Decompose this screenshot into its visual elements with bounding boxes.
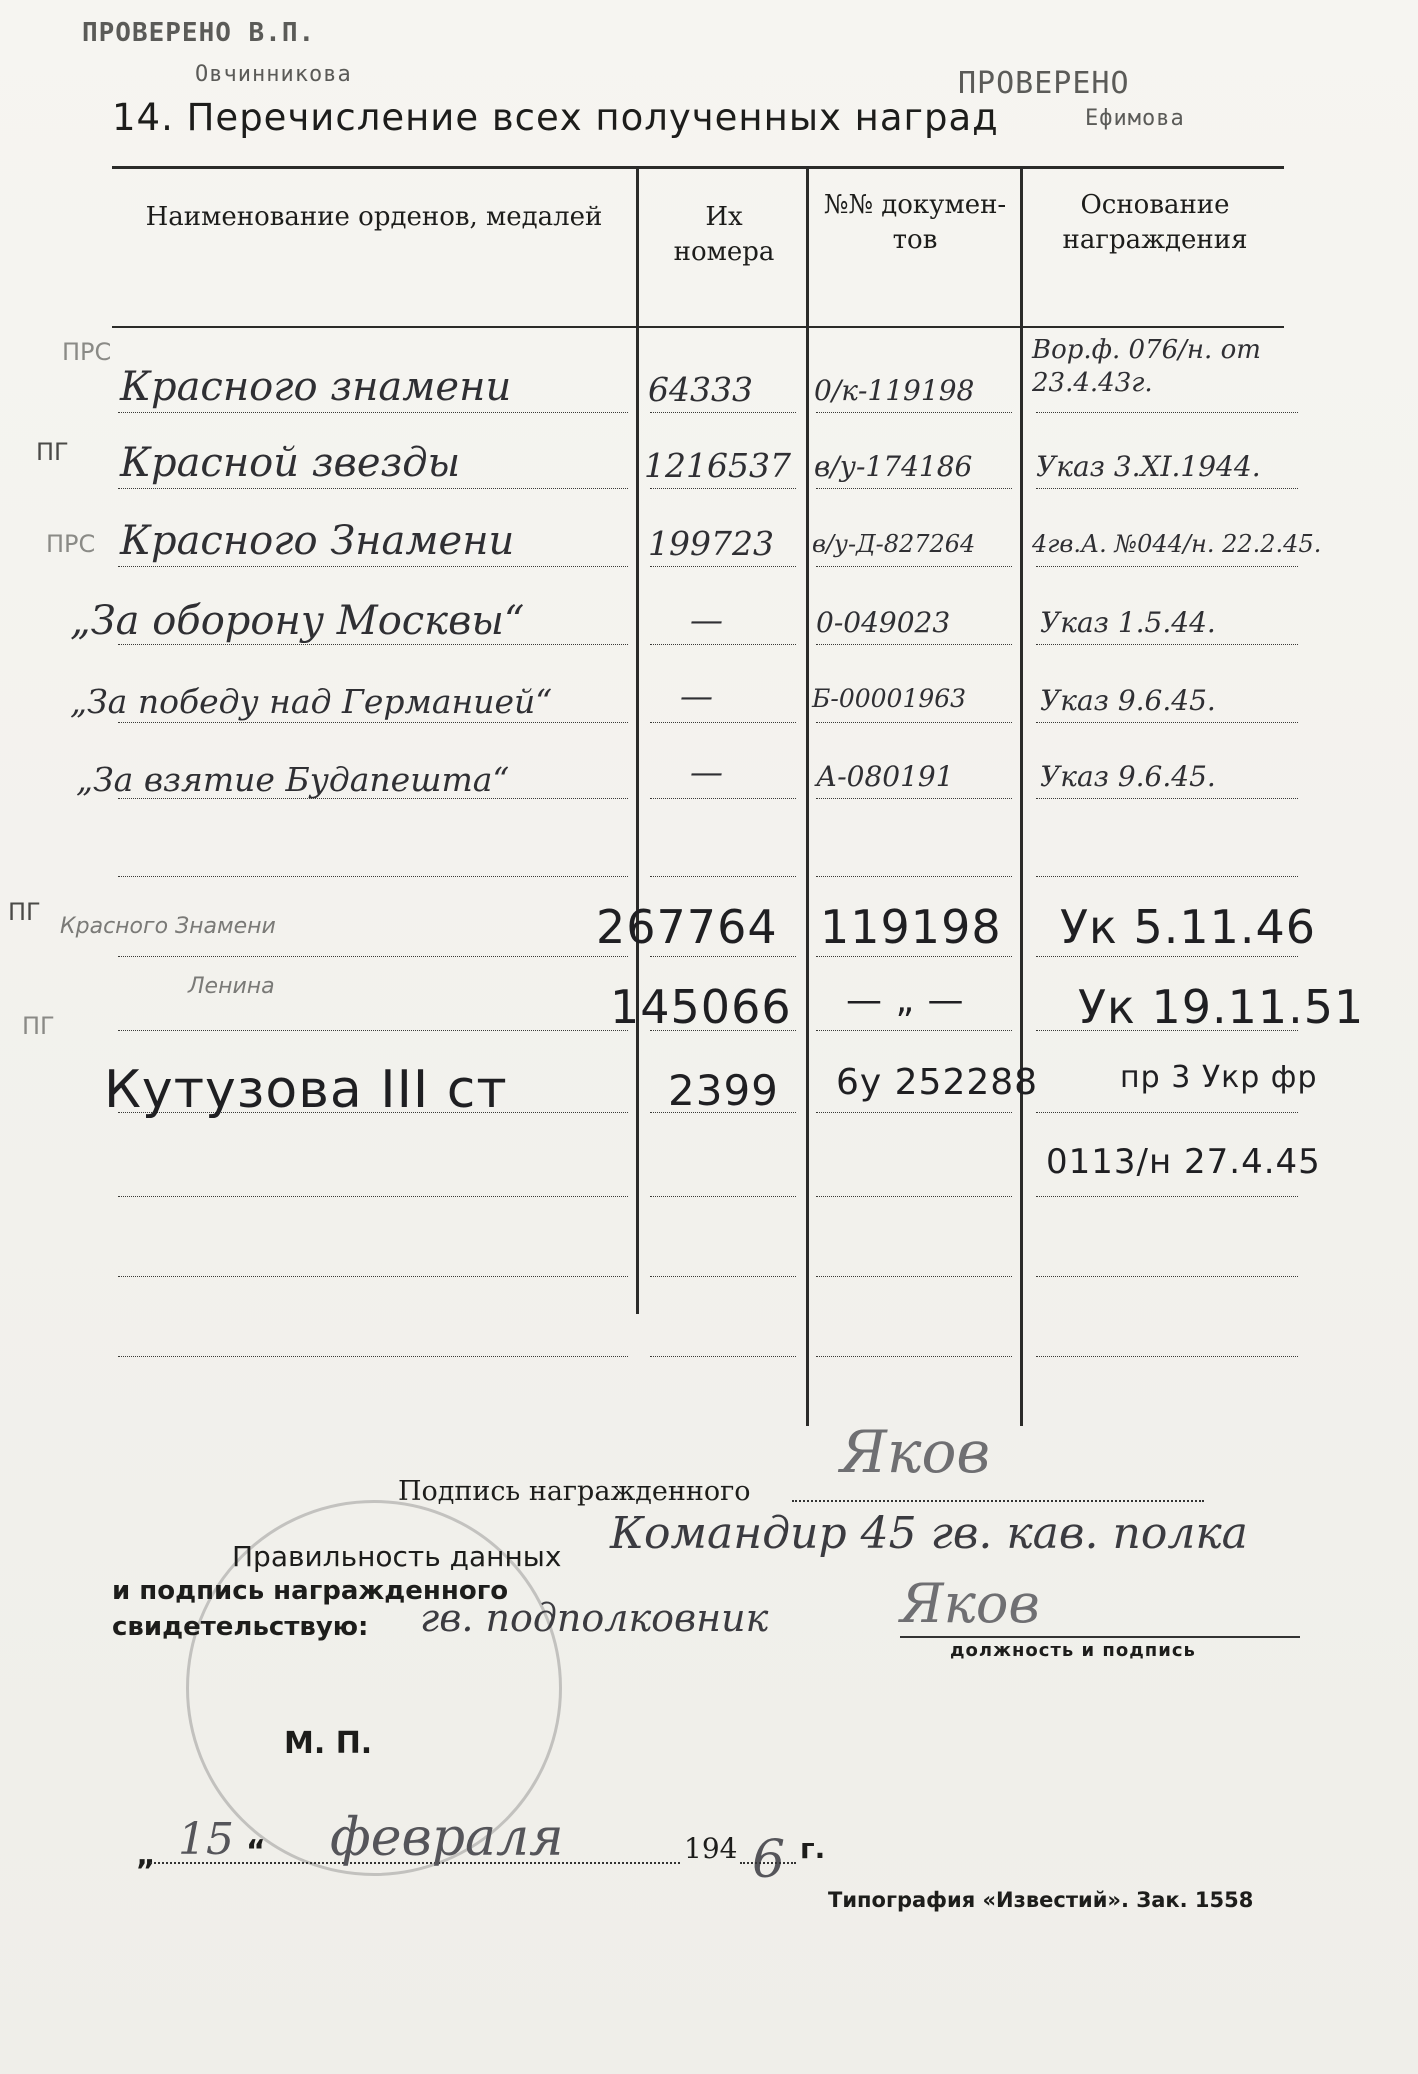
award-name-cell: Красного знамени	[120, 364, 512, 410]
row-rule	[118, 722, 628, 723]
row-rule	[816, 488, 1012, 489]
row-rule	[118, 1356, 628, 1357]
document-number-cell: 0-049023	[816, 606, 951, 639]
header-award-numbers: Их номера	[673, 202, 775, 268]
row-rule	[650, 956, 796, 957]
row-rule	[118, 566, 628, 567]
row-rule	[650, 1196, 796, 1197]
margin-stamp-mark: ПРС	[62, 338, 112, 366]
award-basis-cell: пр 3 Укр фр	[1120, 1060, 1318, 1095]
certifier-rank: гв. подполковник	[420, 1596, 769, 1640]
award-name-cell: Кутузова III ст	[104, 1060, 508, 1120]
row-rule	[816, 1276, 1012, 1277]
row-rule	[1036, 644, 1298, 645]
award-basis-cell: Указ 9.6.45.	[1040, 760, 1216, 793]
table-top-rule	[112, 166, 1284, 169]
certifier-signature-line	[900, 1636, 1300, 1638]
awardee-signature-line	[792, 1500, 1204, 1502]
award-name-cell: „За оборону Москвы“	[70, 598, 525, 644]
awardee-signature: Яков	[840, 1418, 991, 1486]
header-document-numbers: №№ докумен- тов	[823, 190, 1007, 256]
date-open-quote: „	[136, 1838, 156, 1873]
row-rule	[118, 412, 628, 413]
row-rule	[816, 956, 1012, 957]
seal-placement-label: М. П.	[284, 1726, 373, 1761]
checked-stamp-top-right: ПРОВЕРЕНО	[958, 66, 1130, 101]
column-divider	[806, 166, 809, 1426]
award-number-cell: —	[690, 600, 723, 639]
certifier-signature-caption: должность и подпись	[950, 1640, 1196, 1661]
certification-label: и подпись награжденного	[112, 1576, 509, 1606]
printer-imprint: Типография «Известий». Зак. 1558	[828, 1888, 1254, 1912]
row-rule	[816, 1030, 1012, 1031]
table-header-rule	[112, 326, 1284, 328]
row-rule	[650, 488, 796, 489]
document-number-cell: 6у 252288	[836, 1062, 1039, 1103]
award-basis-cell: Вор.ф. 076/н. от 23.4.43г.	[1032, 335, 1261, 398]
row-rule	[816, 722, 1012, 723]
row-rule	[650, 722, 796, 723]
margin-stamp-mark: ПГ	[22, 1012, 55, 1040]
row-rule	[1036, 798, 1298, 799]
row-rule	[650, 876, 796, 877]
row-rule	[118, 956, 628, 957]
checked-stamp-name-ovchinnikova: Овчинникова	[195, 62, 352, 87]
row-rule	[118, 876, 628, 877]
date-close-quote: “	[246, 1834, 266, 1869]
award-name-cell: Красного Знамени	[120, 518, 515, 564]
award-basis-cell: Указ 3.XI.1944.	[1036, 450, 1261, 483]
award-number-cell: 2399	[668, 1066, 779, 1115]
header-award-basis: Основание награждения	[1062, 190, 1248, 256]
row-rule	[650, 566, 796, 567]
row-rule	[1036, 1276, 1298, 1277]
document-number-cell: 119198	[820, 900, 1002, 954]
date-year-prefix: 194	[684, 1832, 738, 1865]
award-basis-cell: 4гв.А. №044/н. 22.2.45.	[1032, 530, 1322, 558]
award-basis-cell: 0113/н 27.4.45	[1046, 1142, 1321, 1182]
header-award-name: Наименование орденов, медалей	[145, 202, 603, 232]
award-number-cell: —	[690, 752, 723, 791]
row-rule	[1036, 1112, 1298, 1113]
date-year-line	[740, 1862, 796, 1864]
document-number-cell: в/у-Д-827264	[812, 530, 976, 558]
margin-stamp-mark: ПРС	[46, 530, 96, 558]
date-month: февраля	[330, 1808, 564, 1868]
row-rule	[650, 1276, 796, 1277]
row-rule	[816, 876, 1012, 877]
row-rule	[816, 1356, 1012, 1357]
awardee-signature-label: Подпись награжденного	[398, 1476, 751, 1507]
row-rule	[816, 1196, 1012, 1197]
certifier-position: Командир 45 гв. кав. полка	[610, 1508, 1248, 1559]
row-rule	[118, 1196, 628, 1197]
document-number-cell: — „ —	[846, 980, 965, 1021]
award-basis-cell: Ук 5.11.46	[1060, 900, 1317, 954]
row-rule	[650, 644, 796, 645]
award-basis-cell: Ук 19.11.51	[1078, 980, 1365, 1034]
award-name-cell: Ленина	[188, 974, 275, 999]
document-number-cell: А-080191	[816, 760, 954, 793]
row-rule	[816, 644, 1012, 645]
award-number-cell: 64333	[648, 370, 753, 409]
row-rule	[1036, 488, 1298, 489]
award-number-cell: 145066	[610, 980, 792, 1034]
checked-stamp-top-left: ПРОВЕРЕНО В.П.	[82, 18, 316, 48]
award-name-cell: „За победу над Германией“	[70, 682, 553, 721]
document-number-cell: Б-00001963	[812, 684, 967, 713]
date-year-suffix: 6	[752, 1830, 786, 1890]
row-rule	[1036, 956, 1298, 957]
row-rule	[816, 798, 1012, 799]
row-rule	[1036, 1196, 1298, 1197]
row-rule	[816, 412, 1012, 413]
column-divider	[636, 166, 639, 1314]
award-number-cell: 1216537	[644, 446, 791, 485]
certification-label: Правильность данных	[232, 1540, 562, 1573]
row-rule	[816, 566, 1012, 567]
row-rule	[650, 798, 796, 799]
row-rule	[1036, 722, 1298, 723]
row-rule	[1036, 876, 1298, 877]
row-rule	[118, 1276, 628, 1277]
checked-stamp-name-efimova: Ефимова	[1085, 106, 1185, 131]
document-number-cell: 0/к-119198	[814, 374, 975, 407]
award-name-cell: Красного Знамени	[60, 914, 276, 939]
row-rule	[650, 1356, 796, 1357]
certifier-signature: Яков	[900, 1572, 1040, 1635]
row-rule	[650, 412, 796, 413]
date-day: 15	[178, 1814, 234, 1865]
section-heading: 14. Перечисление всех полученных наград	[112, 96, 999, 139]
award-number-cell: 267764	[596, 900, 778, 954]
award-name-cell: „За взятие Будапешта“	[76, 760, 510, 799]
row-rule	[118, 644, 628, 645]
certification-label: свидетельствую:	[112, 1612, 369, 1642]
award-basis-cell: Указ 1.5.44.	[1040, 606, 1216, 639]
row-rule	[816, 1112, 1012, 1113]
column-divider	[1020, 166, 1023, 1426]
award-number-cell: 199723	[648, 524, 774, 563]
document-number-cell: в/у-174186	[814, 450, 973, 483]
award-number-cell: —	[680, 676, 713, 715]
row-rule	[1036, 566, 1298, 567]
date-year-unit: г.	[800, 1832, 826, 1865]
award-basis-cell: Указ 9.6.45.	[1040, 684, 1216, 717]
row-rule	[1036, 1356, 1298, 1357]
margin-stamp-mark: ПГ	[36, 438, 69, 466]
row-rule	[118, 1030, 628, 1031]
margin-stamp-mark: ПГ	[8, 898, 41, 926]
row-rule	[118, 488, 628, 489]
award-name-cell: Красной звезды	[120, 440, 461, 486]
row-rule	[1036, 412, 1298, 413]
